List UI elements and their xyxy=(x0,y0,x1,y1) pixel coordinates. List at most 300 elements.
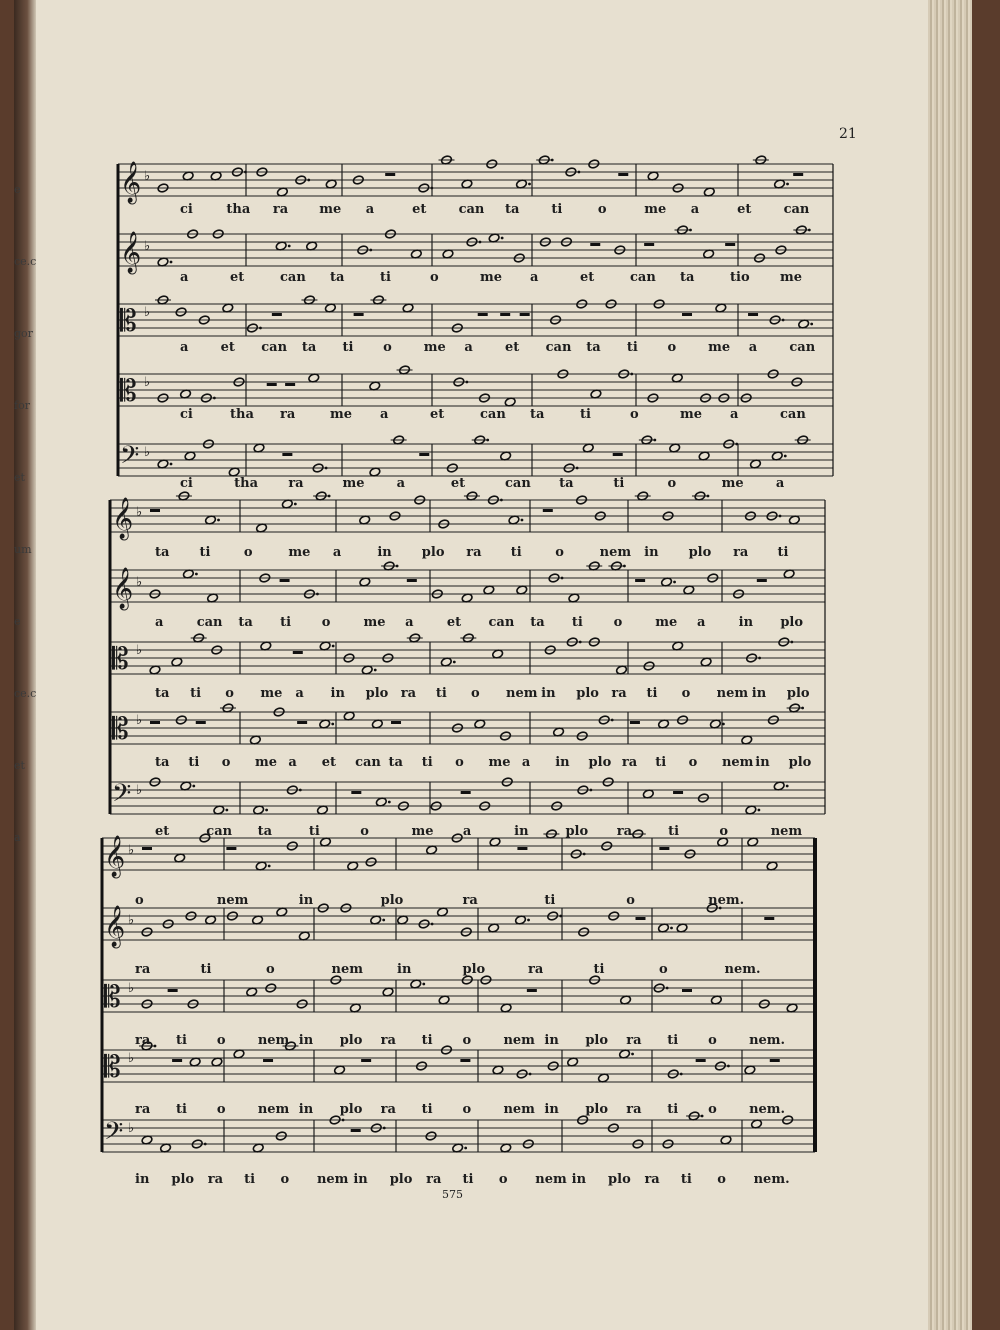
lyric-syllable: ta xyxy=(257,824,273,839)
lyric-syllable: ra xyxy=(616,824,633,839)
dot xyxy=(422,983,425,986)
rest xyxy=(520,313,530,316)
lyric-syllable: me xyxy=(423,340,446,355)
dot xyxy=(294,503,297,506)
lyric-syllable: nem xyxy=(721,755,754,770)
lyric-syllable: a xyxy=(462,824,472,839)
rest xyxy=(263,1059,273,1062)
lyric-syllable: a xyxy=(295,686,304,701)
lyric-syllable: ta xyxy=(155,686,170,701)
lyric-syllable: plo xyxy=(389,1172,413,1187)
lyric-syllable: o xyxy=(225,686,234,701)
rest xyxy=(226,847,236,850)
lyric-syllable: o xyxy=(455,755,464,770)
rest xyxy=(280,579,290,582)
lyric-syllable: a xyxy=(155,615,164,630)
lyric-syllable: ta xyxy=(301,340,317,355)
lyric-syllable: o xyxy=(717,1172,726,1187)
lyric-syllable: ti xyxy=(571,615,583,630)
lyric-syllable: o xyxy=(597,202,607,217)
lyric-syllable: o xyxy=(216,1033,226,1048)
margin-fragment: a xyxy=(14,831,21,844)
rest xyxy=(297,721,307,724)
lyric-syllable: me xyxy=(342,476,365,491)
lyric-syllable: et xyxy=(230,270,245,285)
lyric-syllable: ra xyxy=(400,686,417,701)
flat-icon: ♭ xyxy=(144,169,151,184)
dot xyxy=(559,915,562,918)
flat-icon: ♭ xyxy=(136,783,143,798)
lyric-syllable: in xyxy=(544,1102,559,1117)
lyric-syllable: ta xyxy=(155,755,170,770)
lyric-syllable: can xyxy=(505,476,531,491)
rest xyxy=(461,791,471,794)
lyric-syllable: ti xyxy=(421,1033,433,1048)
lyric-syllable: in xyxy=(514,824,529,839)
lyric-syllable: nem xyxy=(216,893,249,908)
lyric-syllable: ra xyxy=(207,1172,224,1187)
rest xyxy=(150,509,160,512)
lyric-syllable: ti xyxy=(646,686,658,701)
lyric-syllable: et xyxy=(580,270,595,285)
lyric-syllable: a xyxy=(464,340,473,355)
lyric-syllable: et xyxy=(737,202,752,217)
lyric-syllable: can xyxy=(280,270,306,285)
margin-fragment: et xyxy=(14,471,25,484)
lyric-syllable: ti xyxy=(280,615,292,630)
lyric-syllable: o xyxy=(708,1033,717,1048)
lyric-syllable: can xyxy=(458,202,485,217)
lyric-syllable: plo xyxy=(171,1172,195,1187)
lyric-syllable: ta xyxy=(155,545,170,560)
lyric-syllable: nem xyxy=(331,962,363,977)
dot xyxy=(431,923,434,926)
lyric-syllable: nem xyxy=(503,1033,535,1048)
rest xyxy=(618,173,628,176)
lyric-syllable: et xyxy=(450,476,466,491)
dot xyxy=(192,785,195,788)
flat-icon: ♭ xyxy=(128,1051,135,1066)
rest xyxy=(293,651,303,654)
lyric-syllable: ti xyxy=(510,545,522,560)
rest xyxy=(590,243,600,246)
dot xyxy=(784,455,787,458)
treble-clef-icon: 𝄞 xyxy=(112,568,134,609)
margin-fragment: et xyxy=(14,759,25,772)
lyric-syllable: ti xyxy=(200,962,212,977)
rest xyxy=(407,579,417,582)
lyric-syllable: o xyxy=(555,545,564,560)
dot xyxy=(453,661,456,664)
tenor-clef-icon: 𝄡 xyxy=(112,712,129,747)
dot xyxy=(735,443,738,446)
rest xyxy=(757,579,767,582)
lyric-syllable: plo xyxy=(788,755,812,770)
lyric-syllable: o xyxy=(430,270,439,285)
dot xyxy=(204,1143,207,1146)
dot xyxy=(521,519,524,522)
lyric-syllable: can xyxy=(206,824,233,839)
lyric-syllable: ti xyxy=(421,1102,433,1117)
lyric-syllable: in xyxy=(330,686,345,701)
dot xyxy=(500,499,503,502)
bass-clef-icon: 𝄢 xyxy=(120,441,140,476)
rest xyxy=(168,989,178,992)
dot xyxy=(479,241,482,244)
lyric-syllable: a xyxy=(365,202,375,217)
lyric-syllable: a xyxy=(521,755,531,770)
dot xyxy=(331,723,334,726)
dot xyxy=(673,581,676,584)
dot xyxy=(786,785,789,788)
lyric-syllable: plo xyxy=(565,824,589,839)
lyric-syllable: ra xyxy=(644,1172,660,1187)
lyric-syllable: et xyxy=(446,615,462,630)
lyric-syllable: in xyxy=(555,755,570,770)
lyric-syllable: plo xyxy=(365,686,389,701)
dot xyxy=(779,515,782,518)
dot xyxy=(583,853,586,856)
tenor-clef-icon: 𝄡 xyxy=(104,1050,121,1085)
alto-clef-icon: 𝄡 xyxy=(112,642,129,677)
lyric-syllable: in xyxy=(571,1172,587,1187)
rest xyxy=(354,313,364,316)
lyric-syllable: plo xyxy=(786,686,810,701)
lyric-syllable: ti xyxy=(175,1102,187,1117)
dot xyxy=(786,183,789,186)
flat-icon: ♭ xyxy=(144,445,151,460)
flat-icon: ♭ xyxy=(144,375,151,390)
dot xyxy=(217,519,220,522)
lyric-syllable: tha xyxy=(230,407,254,422)
lyric-syllable: o xyxy=(216,1102,226,1117)
lyric-syllable: ci xyxy=(180,202,193,217)
lyric-syllable: ra xyxy=(466,545,482,560)
lyric-syllable: ta xyxy=(559,476,574,491)
lyric-syllable: ti xyxy=(199,545,211,560)
lyric-syllable: ra xyxy=(626,1033,642,1048)
margin-fragment: e xyxy=(14,615,21,628)
lyric-syllable: ra xyxy=(462,893,478,908)
rest xyxy=(682,313,692,316)
lyric-syllable: me xyxy=(721,476,744,491)
dot xyxy=(325,467,328,470)
lyric-syllable: can xyxy=(196,615,223,630)
dot xyxy=(611,719,614,722)
rest xyxy=(682,989,692,992)
lyric-syllable: ci xyxy=(180,476,193,491)
lyric-syllable: in xyxy=(353,1172,368,1187)
treble-clef-icon: 𝄞 xyxy=(120,162,142,203)
dot xyxy=(630,373,633,376)
dot xyxy=(666,987,669,990)
flat-icon: ♭ xyxy=(128,1121,135,1136)
lyric-syllable: et xyxy=(220,340,235,355)
dot xyxy=(465,381,468,384)
lyric-syllable: nem. xyxy=(749,1033,786,1048)
lyric-syllable: ti xyxy=(188,755,200,770)
lyric-syllable: o xyxy=(630,407,639,422)
lyric-syllable: ra xyxy=(135,1033,151,1048)
lyric-syllable: in xyxy=(541,686,556,701)
dot xyxy=(244,171,247,174)
lyric-syllable: o xyxy=(659,962,668,977)
lyric-syllable: nem xyxy=(716,686,749,701)
lyric-syllable: plo xyxy=(462,962,486,977)
lyric-syllable: o xyxy=(626,893,635,908)
dot xyxy=(369,249,372,252)
dot xyxy=(528,183,531,186)
lyric-syllable: tha xyxy=(226,202,251,217)
lyric-syllable: nem xyxy=(257,1033,290,1048)
lyric-syllable: a xyxy=(730,407,739,422)
lyric-syllable: o xyxy=(266,962,275,977)
lyric-syllable: o xyxy=(383,340,392,355)
lyric-syllable: plo xyxy=(608,1172,631,1187)
rest xyxy=(361,1059,371,1062)
treble-clef-icon: 𝄞 xyxy=(104,906,126,947)
lyric-syllable: ti xyxy=(190,686,202,701)
dot xyxy=(727,1065,730,1068)
lyric-syllable: ra xyxy=(272,202,289,217)
lyric-syllable: ra xyxy=(426,1172,442,1187)
dot xyxy=(758,657,761,660)
flat-icon: ♭ xyxy=(128,981,135,996)
dot xyxy=(342,1119,345,1122)
dot xyxy=(170,261,173,264)
lyric-syllable: plo xyxy=(339,1102,363,1117)
lyric-syllable: ti xyxy=(308,824,320,839)
rest xyxy=(635,917,645,920)
lyric-syllable: o xyxy=(708,1102,717,1117)
lyric-syllable: nem. xyxy=(724,962,761,977)
alto-clef-icon: 𝄡 xyxy=(120,304,137,339)
margin-fragment: ce.c xyxy=(14,687,37,700)
lyric-syllable: me xyxy=(644,202,667,217)
lyric-syllable: ti xyxy=(680,1172,692,1187)
lyric-syllable: a xyxy=(180,340,189,355)
lyric-syllable: nem xyxy=(316,1172,349,1187)
dot xyxy=(464,1147,467,1150)
dot xyxy=(259,327,262,330)
lyric-syllable: a xyxy=(775,476,785,491)
rest xyxy=(748,313,758,316)
dot xyxy=(195,573,198,576)
lyric-syllable: ti xyxy=(593,962,605,977)
flat-icon: ♭ xyxy=(128,913,135,928)
rest xyxy=(285,383,295,386)
lyric-syllable: ra xyxy=(135,962,151,977)
lyric-syllable: ra xyxy=(626,1102,642,1117)
lyric-syllable: o xyxy=(681,686,691,701)
lyric-syllable: plo xyxy=(780,615,804,630)
rest xyxy=(500,313,510,316)
lyric-syllable: ti xyxy=(626,340,638,355)
dot xyxy=(757,809,760,812)
lyric-syllable: nem. xyxy=(753,1172,790,1187)
lyric-syllable: et xyxy=(412,202,427,217)
page-number: 21 xyxy=(839,126,857,142)
rest xyxy=(517,847,527,850)
lyric-syllable: ra xyxy=(135,1102,151,1117)
lyric-syllable: ra xyxy=(621,755,638,770)
lyric-syllable: a xyxy=(530,270,539,285)
lyric-syllable: o xyxy=(719,824,729,839)
rest xyxy=(150,721,160,724)
lyric-syllable: ci xyxy=(180,407,193,422)
lyric-syllable: in xyxy=(644,545,659,560)
lyric-syllable: can xyxy=(480,407,506,422)
lyric-syllable: a xyxy=(180,270,189,285)
lyric-syllable: o xyxy=(360,824,369,839)
rest xyxy=(527,989,537,992)
lyric-syllable: et xyxy=(505,340,520,355)
lyric-syllable: o xyxy=(498,1172,508,1187)
dot xyxy=(265,809,268,812)
rest xyxy=(635,579,645,582)
lyric-syllable: nem xyxy=(257,1102,290,1117)
lyric-syllable: o xyxy=(667,476,677,491)
lyric-syllable: nem xyxy=(535,1172,567,1187)
lyric-syllable: me xyxy=(488,755,511,770)
lyric-syllable: me xyxy=(363,615,386,630)
lyric-syllable: in xyxy=(377,545,392,560)
rest xyxy=(142,847,152,850)
lyric-syllable: ra xyxy=(280,407,296,422)
lyric-syllable: plo xyxy=(339,1033,363,1048)
lyric-syllable: tha xyxy=(234,476,259,491)
dot xyxy=(388,801,391,804)
dot xyxy=(170,463,173,466)
rest xyxy=(385,173,395,176)
lyric-syllable: ti xyxy=(544,893,556,908)
dot xyxy=(576,467,579,470)
bass-clef-icon: 𝄢 xyxy=(112,779,132,814)
flat-icon: ♭ xyxy=(144,305,151,320)
dot xyxy=(213,397,216,400)
lyric-syllable: a xyxy=(696,615,706,630)
lyric-syllable: ta xyxy=(238,615,253,630)
lyric-syllable: me xyxy=(330,407,353,422)
lyric-syllable: plo xyxy=(421,545,445,560)
margin-fragment: ce.c xyxy=(14,255,37,268)
lyric-syllable: in xyxy=(298,1033,314,1048)
lyric-syllable: in xyxy=(755,755,770,770)
rest xyxy=(196,721,206,724)
dot xyxy=(383,1127,386,1130)
lyric-syllable: nem. xyxy=(749,1102,786,1117)
lyric-syllable: ti xyxy=(667,1033,679,1048)
flat-icon: ♭ xyxy=(128,843,135,858)
lyric-syllable: ra xyxy=(611,686,627,701)
lyric-syllable: ra xyxy=(380,1033,396,1048)
tenor-clef-icon: 𝄡 xyxy=(120,374,137,409)
lyric-syllable: plo xyxy=(585,1033,609,1048)
dot xyxy=(430,187,433,190)
lyric-syllable: can xyxy=(261,340,288,355)
lyric-syllable: o xyxy=(321,615,331,630)
lyric-syllable: o xyxy=(667,340,677,355)
lyric-syllable: plo xyxy=(380,893,404,908)
lyric-syllable: in xyxy=(751,686,767,701)
lyric-syllable: ta xyxy=(586,340,601,355)
lyric-syllable: ti xyxy=(244,1172,256,1187)
dot xyxy=(590,789,593,792)
flat-icon: ♭ xyxy=(136,643,143,658)
dot xyxy=(501,237,504,240)
lyric-syllable: o xyxy=(688,755,698,770)
lyric-syllable: a xyxy=(748,340,758,355)
rest xyxy=(725,243,735,246)
lyric-syllable: nem xyxy=(506,686,538,701)
lyric-syllable: tio xyxy=(730,270,750,285)
treble-clef-icon: 𝄞 xyxy=(112,498,134,539)
lyric-syllable: o xyxy=(470,686,480,701)
lyric-syllable: me xyxy=(655,615,678,630)
lyric-syllable: ti xyxy=(667,1102,679,1117)
rest xyxy=(478,313,488,316)
dot xyxy=(810,323,813,326)
dot xyxy=(374,669,377,672)
lyric-syllable: ti xyxy=(668,824,680,839)
lyric-syllable: ra xyxy=(288,476,304,491)
lyric-syllable: me xyxy=(288,545,311,560)
lyric-syllable: o xyxy=(135,893,144,908)
rest xyxy=(793,173,803,176)
treble-clef-icon: 𝄞 xyxy=(104,836,126,877)
lyric-syllable: in xyxy=(397,962,412,977)
lyric-syllable: plo xyxy=(688,545,712,560)
rest xyxy=(764,917,774,920)
rest xyxy=(770,1059,780,1062)
dot xyxy=(561,577,564,580)
lyric-syllable: o xyxy=(243,545,253,560)
dot xyxy=(529,1073,532,1076)
lyric-syllable: ti xyxy=(580,407,591,422)
lyric-syllable: in xyxy=(544,1033,559,1048)
dot xyxy=(790,641,793,644)
rest xyxy=(172,1059,182,1062)
lyric-syllable: me xyxy=(411,824,434,839)
lyric-syllable: et xyxy=(155,824,170,839)
flat-icon: ♭ xyxy=(136,575,143,590)
lyric-syllable: o xyxy=(462,1033,472,1048)
dot xyxy=(578,171,581,174)
lyric-syllable: can xyxy=(355,755,381,770)
rest xyxy=(673,791,683,794)
lyric-syllable: in xyxy=(135,1172,150,1187)
lyric-syllable: a xyxy=(288,755,297,770)
lyric-syllable: a xyxy=(396,476,406,491)
lyric-syllable: ti xyxy=(462,1172,474,1187)
lyric-syllable: me xyxy=(780,270,803,285)
lyric-syllable: o xyxy=(613,615,623,630)
lyric-syllable: can xyxy=(789,340,816,355)
lyric-syllable: o xyxy=(221,755,231,770)
rest xyxy=(282,453,292,456)
lyric-syllable: me xyxy=(680,407,703,422)
lyric-syllable: nem xyxy=(770,824,803,839)
lyric-syllable: ra xyxy=(380,1102,396,1117)
lyric-syllable: ta xyxy=(388,755,403,770)
lyric-syllable: plo xyxy=(588,755,612,770)
flat-icon: ♭ xyxy=(144,239,151,254)
dot xyxy=(332,645,335,648)
margin-fragment: e xyxy=(14,183,21,196)
dot xyxy=(722,723,725,726)
flat-icon: ♭ xyxy=(136,713,143,728)
margin-fragment: for xyxy=(14,399,30,412)
